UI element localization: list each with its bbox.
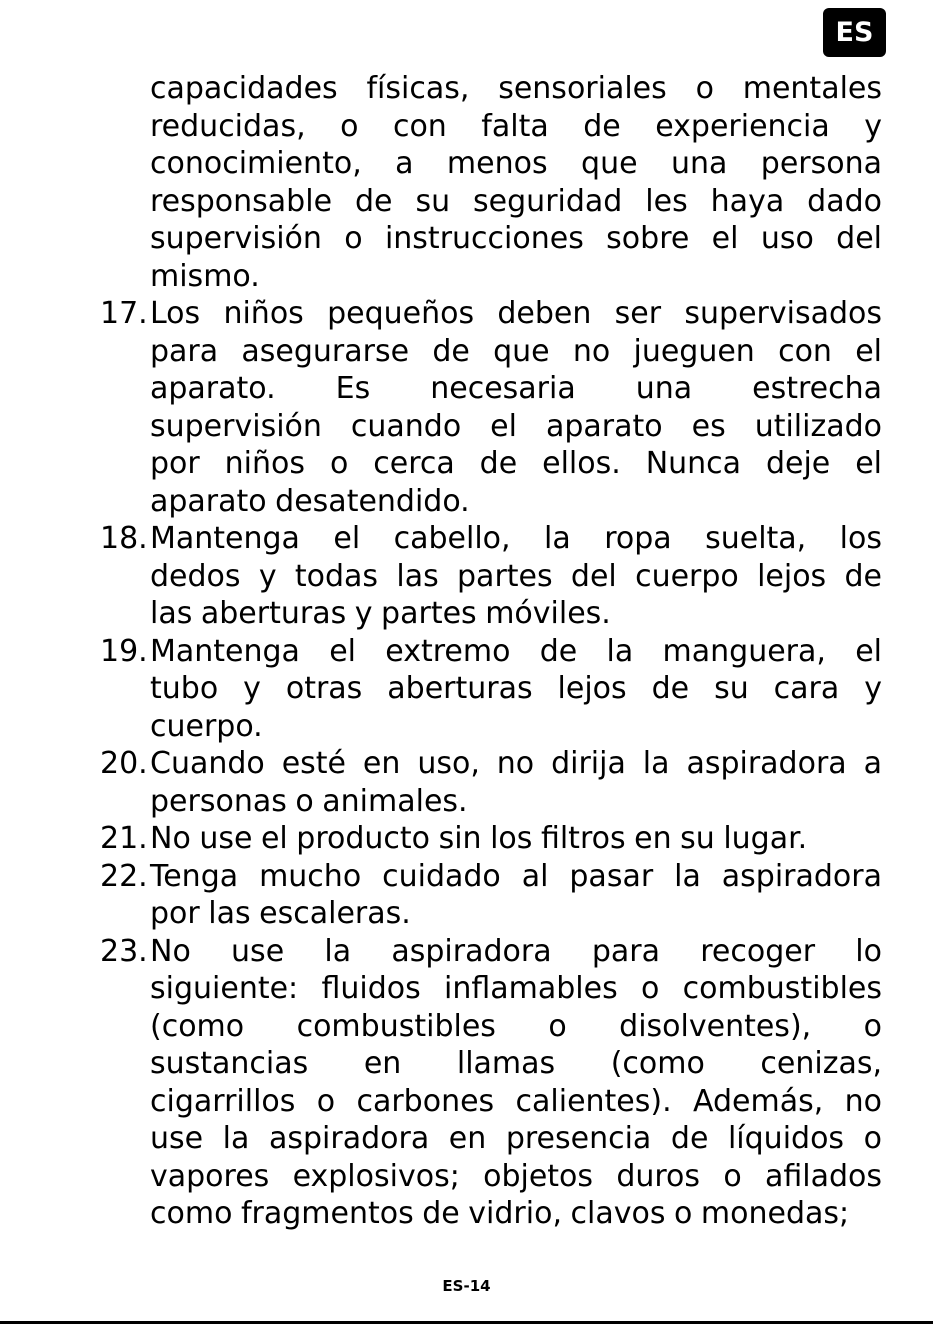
text-line: dedos y todas las partes del cuerpo lejos de [150,558,882,594]
text-line: mismo. [150,258,260,294]
text-line: aparato desatendido. [150,483,470,519]
text-line: Los niños pequeños deben ser supervisados [150,296,882,331]
list-item-21 [100,820,882,858]
text-line: sustancias en llamas (como cenizas, [150,1046,882,1081]
text-line: tubo y otras aberturas lejos de su cara y [150,671,882,706]
text-line: Mantenga el extremo de la manguera, el [150,633,882,669]
text-line: cigarrillos o carbones calientes). Además, no [150,1083,882,1119]
text-line: conocimiento, a menos que una persona [150,146,882,181]
text-line: supervisión cuando el aparato es utilizado [150,408,882,444]
list-item-17 [100,295,882,520]
text-line: (como combustibles o disolventes), o [150,1008,882,1044]
text-line: Mantenga el cabello, la ropa suelta, los [150,521,882,556]
page-number: ES-14 [442,1277,491,1295]
text-line: las aberturas y partes móviles. [150,596,611,631]
item-number: 19. [100,633,148,669]
text-line: vapores explosivos; objetos duros o afilados [150,1158,882,1194]
text-line: como fragmentos de vidrio, clavos o monedas; [150,1196,850,1231]
intro-paragraph [100,70,882,295]
list-item-20 [100,745,882,820]
list-item-19 [100,633,882,746]
item-number: 23. [100,933,148,969]
text-line: responsable de su seguridad les haya dado [150,183,882,219]
text-line: personas o animales. [150,783,468,819]
item-number: 18. [100,521,148,556]
text-line: No use la aspiradora para recoger lo [150,933,882,969]
text-line: siguiente: fluidos inflamables o combustibles [150,971,882,1006]
item-number: 21. [100,821,148,856]
page-content [100,70,882,1233]
text-line: cuerpo. [150,708,263,744]
list-item-23 [100,933,882,1233]
text-line: reducidas, o con falta de experiencia y [150,108,882,144]
item-number: 17. [100,296,148,331]
text-line: por las escaleras. [150,896,411,931]
list-item-18 [100,520,882,633]
text-line: aparato. Es necesaria una estrecha [150,371,882,406]
text-line: use la aspiradora en presencia de líquidos o [150,1121,882,1156]
language-badge: ES [823,8,886,57]
item-number: 22. [100,858,148,894]
list-item-22 [100,858,882,933]
text-line: Cuando esté en uso, no dirija la aspiradora a [150,746,882,781]
text-line: No use el producto sin los filtros en su lugar. [150,821,808,856]
text-line: por niños o cerca de ellos. Nunca deje el [150,446,882,481]
text-line: Tenga mucho cuidado al pasar la aspiradora [150,858,882,894]
item-number: 20. [100,746,148,781]
text-line: para asegurarse de que no jueguen con el [150,333,882,369]
text-line: supervisión o instrucciones sobre el uso del [150,221,882,256]
text-line: capacidades físicas, sensoriales o mentales [150,71,882,106]
